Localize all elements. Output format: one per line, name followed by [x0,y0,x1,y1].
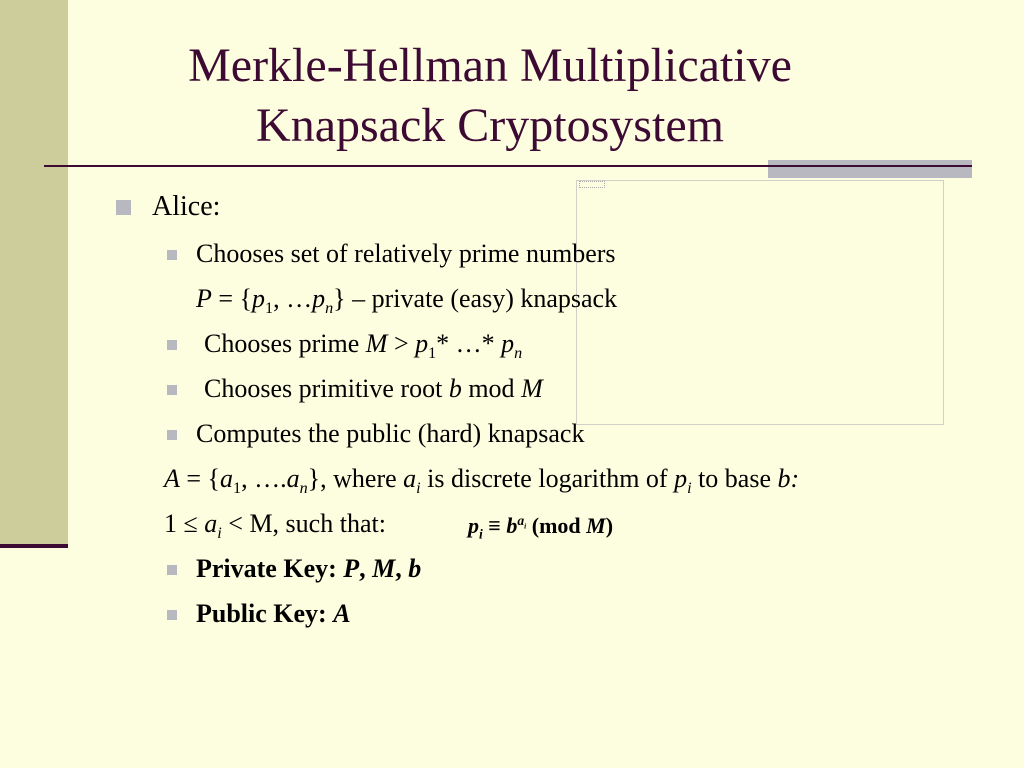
such-that-text: M, such that: [242,509,386,538]
title-line-1: Merkle-Hellman Multiplicative [188,39,792,92]
bullet-alice: Alice: [152,191,221,222]
mod-word: mod [461,374,522,403]
public-key-line: Public Key: A [196,599,351,628]
where-text: }, where [307,464,404,493]
bullet-square-icon [116,200,131,215]
private-knapsack-text: } – private (easy) knapsack [333,284,618,313]
formula-lhs-sub: i [479,526,483,542]
discrete-log-text: is discrete logarithm of [420,464,675,493]
to-base-text: to base [691,464,778,493]
formula-base: b [506,513,518,538]
private-key-line: Private Key: P, M, b [196,554,422,583]
congruence-formula [468,511,613,541]
public-knapsack-definition: $A = \{a_1$, $\dots.a_n$}, where $a_i$ is discrete logarithm of $p_i$ to base b: [164,464,800,498]
private-key-label: Private Key: [196,554,344,583]
private-knapsack-line: $P = \{p_1$, $\dots p_n$} – private (easy) knapsack [196,284,618,318]
bullet-choose-set: Chooses set of relatively prime numbers [196,239,616,268]
bullet-compute-public: Computes the public (hard) knapsack [196,419,585,448]
bullet-square-icon [167,340,177,350]
formula-mod: (mod [531,513,581,538]
bullet-square-icon [167,565,177,575]
condition-line: $1 \le a_i < M$, such that: [164,509,386,543]
formula-exp: a [517,512,525,528]
choose-prime-text: Chooses prime [204,329,366,358]
bullet-choose-root: Chooses primitive root b mod M [204,374,543,403]
choose-root-text: Chooses primitive root [204,374,449,403]
public-key-label: Public Key: [196,599,334,628]
left-decorative-band [0,0,68,548]
bullet-square-icon [167,250,177,260]
formula-modulus: M [586,513,606,538]
formula-close: ) [605,513,614,538]
bullet-square-icon [167,610,177,620]
left-band-underline [0,544,68,548]
title-accent-line [768,165,972,167]
bullet-square-icon [167,430,177,440]
slide-title [110,36,870,156]
bullet-square-icon [167,385,177,395]
image-placeholder [576,180,944,425]
formula-equiv: ≡ [488,513,501,538]
broken-image-icon [579,181,605,188]
title-accent-bar [768,160,972,178]
formula-lhs: p [468,513,479,538]
formula-exp-sub: i [524,521,527,531]
title-line-2: Knapsack Cryptosystem [256,99,724,152]
bullet-choose-prime: Chooses prime $M > p_1*$ …* $p_n$ [204,329,523,363]
